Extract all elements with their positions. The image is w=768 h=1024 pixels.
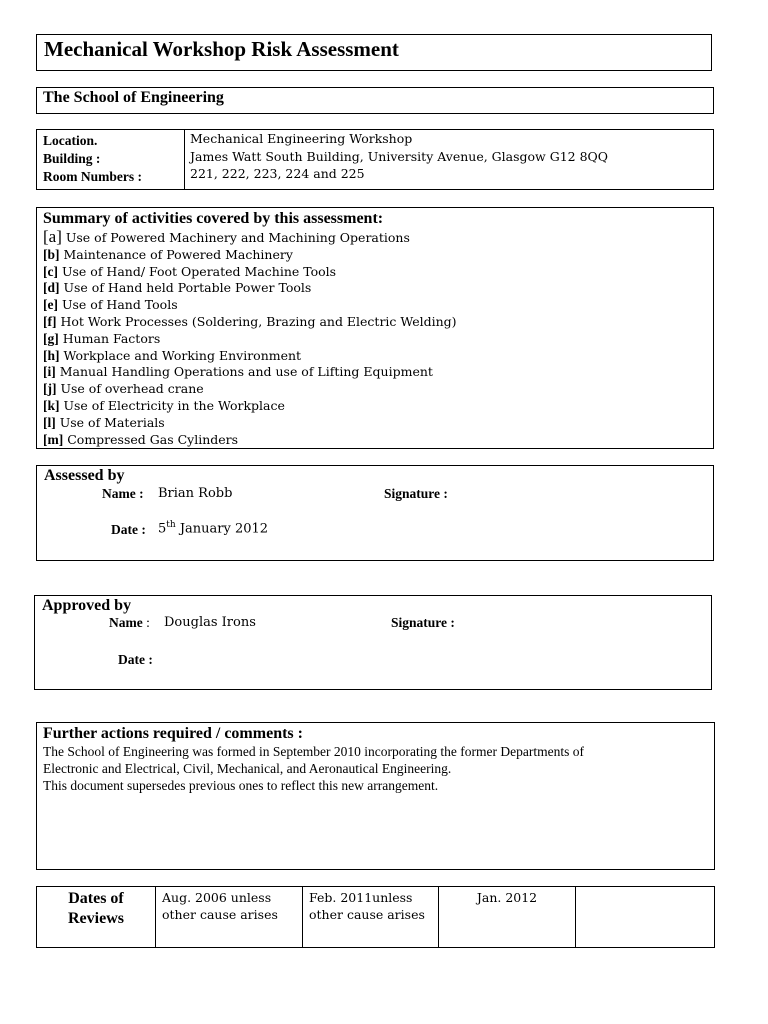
assessed-by-box: [36, 465, 714, 561]
approved-name-label: [109, 615, 150, 631]
building-value: James Watt South Building, University Avenue, Glasgow G12 8QQ: [190, 148, 609, 164]
list-item: [43, 432, 713, 449]
approved-by-heading: Approved by: [42, 597, 132, 614]
list-item: [43, 331, 713, 348]
location-values: [190, 130, 608, 183]
list-item: [43, 348, 713, 365]
item-key: [f]: [43, 313, 57, 329]
item-text: Maintenance of Powered Machinery: [63, 246, 293, 262]
item-key: [k]: [43, 397, 60, 413]
item-text: Use of Hand/ Foot Operated Machine Tools: [61, 263, 337, 279]
item-key: [e]: [43, 297, 58, 313]
list-item: [43, 280, 713, 297]
date-rest: January 2012: [175, 521, 269, 537]
item-text: Use of overhead crane: [60, 381, 204, 397]
comment-line: The School of Engineering was formed in September 2010 incorporating the former Departments of: [43, 744, 584, 759]
item-text: Human Factors: [62, 330, 161, 346]
review-line: Jan. 2012: [476, 890, 538, 905]
item-text: Use of Powered Machinery and Machining Operations: [65, 230, 410, 245]
item-key: [g]: [43, 330, 59, 346]
approved-date-label: Date :: [118, 652, 153, 667]
list-item: [43, 381, 713, 398]
item-key: [b]: [43, 246, 60, 262]
item-key: [l]: [43, 414, 56, 430]
list-item: [43, 415, 713, 432]
location-labels: [37, 130, 185, 189]
review-line: Aug. 2006 unless: [162, 890, 272, 905]
approved-by-box: [34, 595, 712, 690]
reviews-heading-line: Reviews: [68, 910, 124, 927]
item-text: Hot Work Processes (Soldering, Brazing and Electric Welding): [60, 313, 457, 329]
list-item: [43, 264, 713, 281]
date-day: 5: [158, 521, 167, 537]
assessed-name-label: Name :: [102, 486, 144, 501]
location-label: Location.: [43, 133, 98, 148]
assessed-by-heading: Assessed by: [44, 467, 125, 484]
summary-heading: Summary of activities covered by this assessment:: [43, 210, 384, 227]
review-cell: [576, 887, 715, 948]
item-text: Manual Handling Operations and use of Lifting Equipment: [59, 364, 433, 380]
item-key: [a]: [43, 227, 62, 246]
building-label: Building :: [43, 151, 101, 166]
item-text: Use of Hand held Portable Power Tools: [63, 280, 312, 296]
comment-line: This document supersedes previous ones to reflect this new arrangement.: [43, 777, 439, 793]
item-key: [j]: [43, 381, 57, 397]
review-cell: [439, 887, 576, 948]
review-line: other cause arises: [162, 907, 278, 922]
item-text: Use of Electricity in the Workplace: [63, 397, 285, 413]
list-item: [43, 398, 713, 415]
list-item: [43, 314, 713, 331]
item-key: [d]: [43, 280, 60, 296]
approved-name-value: Douglas Irons: [164, 615, 256, 630]
comment-line: Electronic and Electrical, Civil, Mechanical, and Aeronautical Engineering.: [43, 760, 452, 776]
review-line: Feb. 2011unless: [309, 890, 413, 905]
review-cell: [303, 887, 439, 948]
review-cell: [156, 887, 303, 948]
room-numbers-label: Room Numbers :: [43, 169, 142, 184]
reviews-heading-cell: [37, 887, 156, 948]
list-item: [43, 247, 713, 264]
document-title: Mechanical Workshop Risk Assessment: [36, 34, 712, 71]
assessed-name-value: Brian Robb: [158, 486, 233, 501]
table-row: [37, 887, 715, 948]
item-key: [h]: [43, 347, 60, 363]
item-key: [c]: [43, 263, 58, 279]
date-suffix: th: [166, 520, 176, 530]
further-actions-box: [36, 722, 715, 870]
item-key: [m]: [43, 431, 64, 447]
list-item: [43, 364, 713, 381]
assessed-date-label: Date :: [111, 522, 146, 537]
assessed-date-value: [158, 520, 268, 536]
location-box: [36, 129, 714, 190]
item-text: Compressed Gas Cylinders: [67, 431, 239, 447]
item-text: Use of Materials: [59, 414, 165, 430]
name-label-text: Name: [109, 615, 143, 630]
further-actions-heading: Further actions required / comments :: [43, 725, 303, 742]
name-label-colon: :: [142, 615, 150, 630]
item-key: [i]: [43, 364, 56, 380]
room-numbers-value: 221, 222, 223, 224 and 225: [190, 166, 365, 181]
review-line: other cause arises: [309, 907, 425, 922]
review-dates-table: [36, 886, 715, 948]
list-item: [43, 297, 713, 314]
assessed-signature-label: Signature :: [384, 486, 448, 501]
activities-summary: [36, 207, 714, 449]
item-text: Use of Hand Tools: [61, 297, 178, 313]
list-item: [43, 229, 713, 247]
reviews-heading-line: Dates of: [68, 890, 124, 907]
school-heading: The School of Engineering: [36, 87, 714, 114]
item-text: Workplace and Working Environment: [63, 347, 302, 363]
location-value: Mechanical Engineering Workshop: [190, 131, 413, 146]
approved-signature-label: Signature :: [391, 615, 455, 630]
